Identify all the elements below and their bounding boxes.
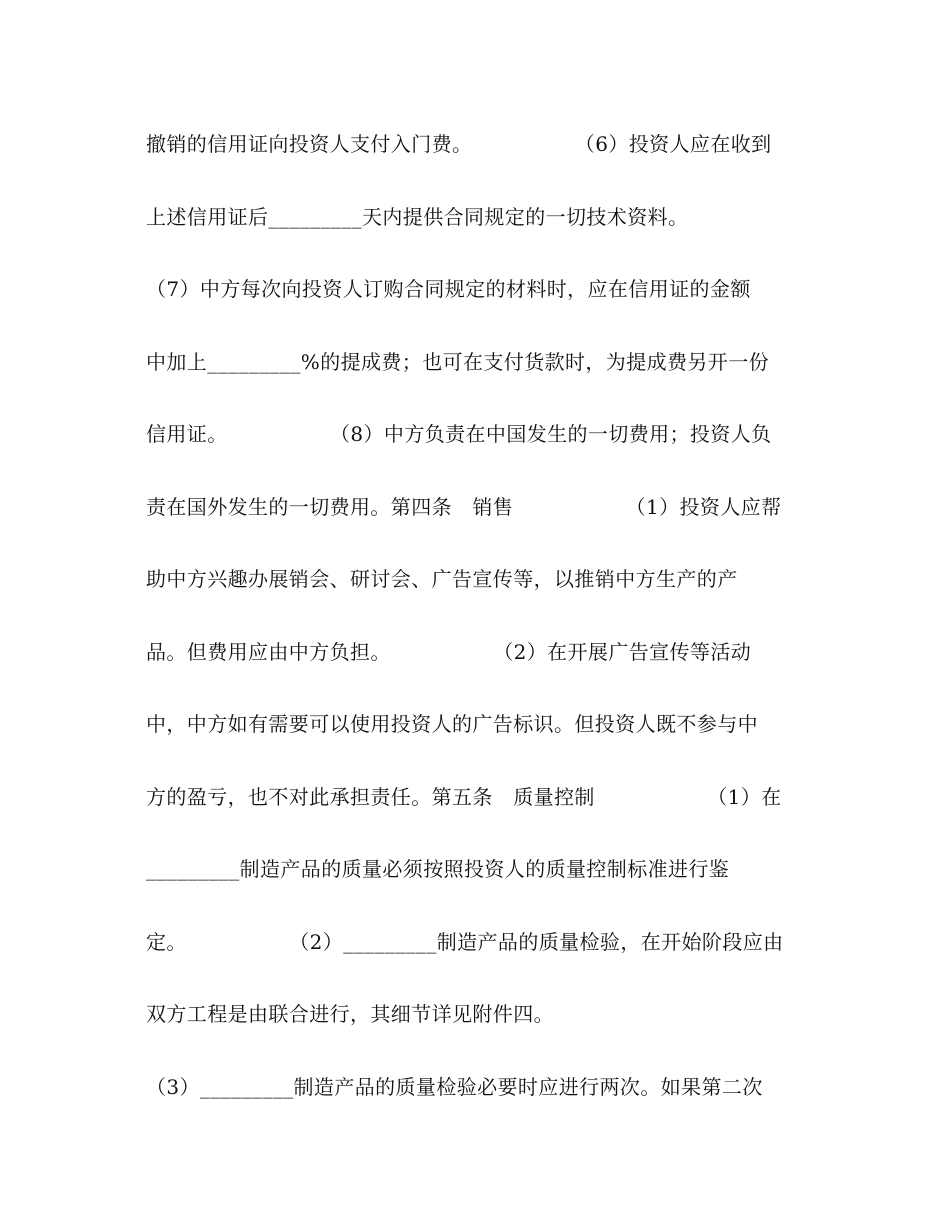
text-line: 品。但费用应由中方负担。 （2）在开展广告宣传等活动 [146,639,752,664]
text-line: 方的盈亏，也不对此承担责任。第五条 质量控制 （1）在 [146,784,782,809]
text-line: _________制造产品的质量必须按照投资人的质量控制标准进行鉴 [146,857,730,881]
text-line: 信用证。 （8）中方负责在中国发生的一切费用；投资人负 [146,422,772,446]
text-line: 撤销的信用证向投资人支付入门费。 （6）投资人应在收到 [146,132,772,156]
text-line: （3）_________制造产品的质量检验必要时应进行两次。如果第二次 [146,1074,763,1099]
text-line: （7）中方每次向投资人订购合同规定的材料时，应在信用证的金额 [146,277,751,301]
text-line: 中加上_________%的提成费；也可在支付货款时，为提成费另开一份 [146,349,770,374]
text-line: 双方工程是由联合进行，其细节详见附件四。 [146,1002,554,1026]
text-line: 定。 （2）_________制造产品的质量检验，在开始阶段应由 [146,929,784,954]
text-line: 上述信用证后_________天内提供合同规定的一切技术资料。 [146,204,689,229]
text-line: 助中方兴趣办展销会、研讨会、广告宣传等，以推销中方生产的产 [146,567,738,591]
text-line: 责在国外发生的一切费用。第四条 销售 （1）投资人应帮 [146,494,782,519]
contract-text-block [146,120,806,1135]
text-line: 中，中方如有需要可以使用投资人的广告标识。但投资人既不参与中 [146,712,758,736]
